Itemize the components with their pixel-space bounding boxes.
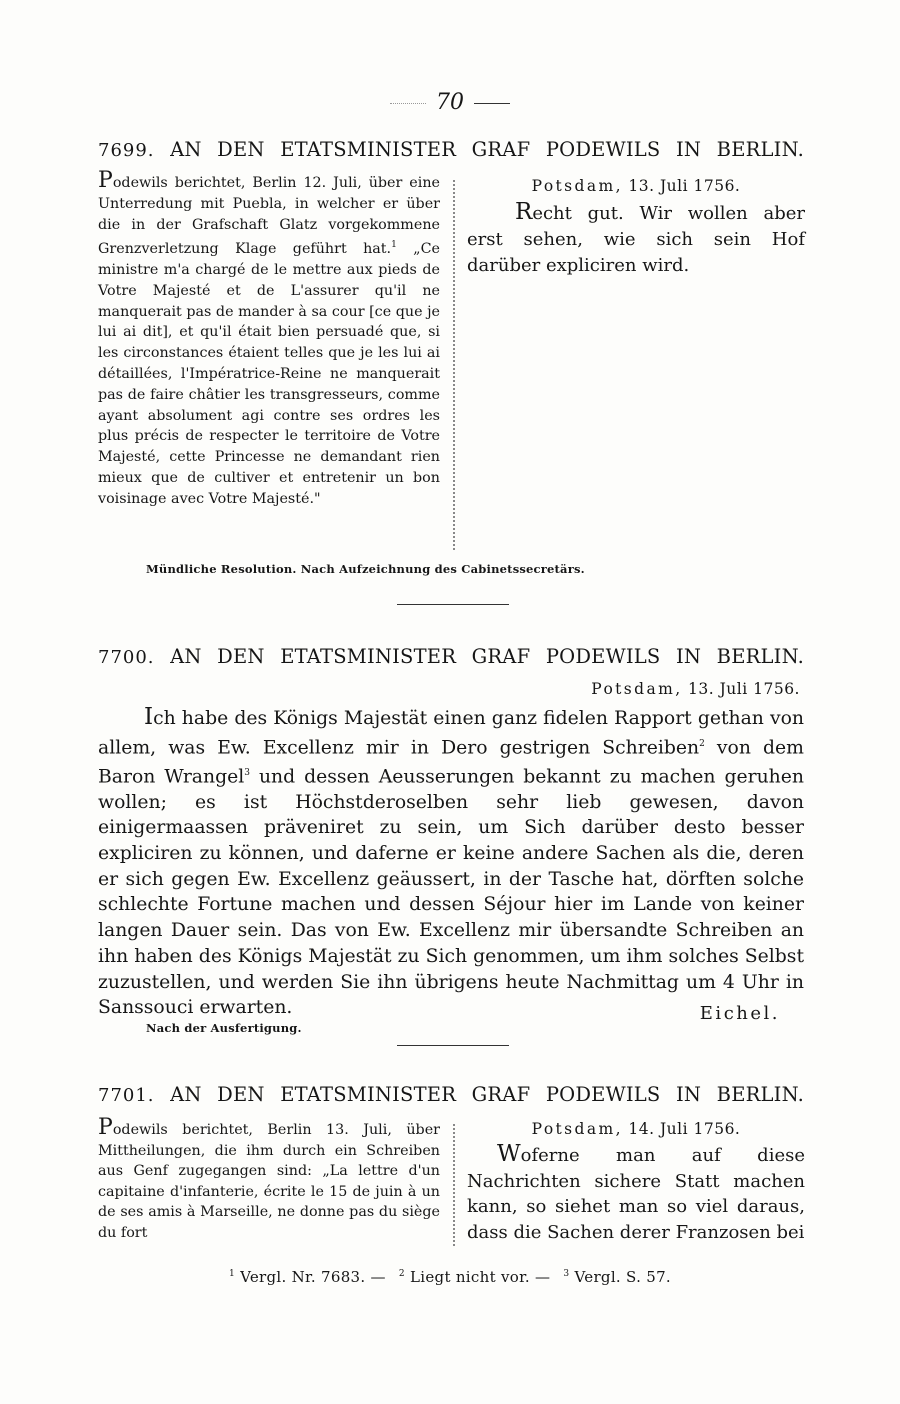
dropcap: I [144,704,154,730]
summary-column-7701 [98,1115,440,1243]
footnote-text: Vergl. S. 57. [574,1268,671,1286]
column-divider [453,1124,455,1246]
dateline [540,680,800,698]
section-rule [397,1045,509,1046]
summary-column-7699 [98,168,440,510]
resolution-body: oferne man auf diese Nachrichten sichere Statt machen kann, so siehet man so viel daraus, dass die Sachen derer Franzosen bei [467,1145,805,1243]
page-number-row [0,90,900,115]
page-number-dash-left [390,103,426,104]
letter-text: und dessen Aeusserungen bekannt zu machen geruhen wollen; es ist Höchstderoselben sehr lieb gewesen, davon einigermaassen präveniret zu sein, um Sich darüber desto besser expliciren zu können, und daferne er keine andere Sachen als die, deren er sich gegen Ew. Excellenz geäussert, in der Tasche hat, dörften solche schlechte Fortune machen und dessen Séjour hier im Lande von keiner langen Dauer sein. Das von Ew. Excellenz mir übersandte Schreiben an ihn haben des Königs Majestät zu Sich genommen, um ihm solches Selbst zuzustellen, und werden Sie ihn übrigens heute Nachmittag um 4 Uhr in Sanssouci erwarten. [98,765,804,1019]
footnote-ref: 1 [391,240,397,251]
dateline-date: 14. Juli 1756. [628,1120,741,1138]
resolution-column-7701 [467,1118,805,1245]
dateline-date: 13. Juli 1756. [688,680,800,698]
dropcap: R [515,199,533,225]
section-title: AN DEN ETATSMINISTER GRAF PODEWILS IN BERLIN. [170,645,804,668]
resolution-body: echt gut. Wir wollen aber erst sehen, wie sich sein Hof darüber expliciren wird. [467,203,805,276]
page-number-dash-right [474,103,510,104]
signature: Eichel. [699,1003,780,1024]
summary-quote: „Ce ministre m'a chargé de le mettre aux pieds de Votre Majesté et de L'assurer qu'il ne manquerait pas de mander à sa cour [ce que je lui ai dit], et qu'il était bien persuadé que, si les circonstances étaient telles que je les lui ai détaillées, l'Impératrice-Reine ne manquerait pas de faire châtier les transgresseurs, comme ayant absolument agi contre ses ordres les plus précis de respecter le territoire de Votre Majesté, cette Princesse ne demandant rien mieux que de cultiver et entretenir un bon voisinage avec Votre Majesté." [98,241,440,507]
section-title: AN DEN ETATSMINISTER GRAF PODEWILS IN BERLIN. [170,1083,804,1106]
section-number: 7701. [98,1085,155,1106]
dateline-place: Potsdam, [531,177,623,195]
footnote-number: 2 [398,1269,405,1279]
section-heading-7700 [98,645,804,668]
column-divider [453,180,455,550]
page-number: 70 [436,90,464,115]
dateline [467,1118,805,1140]
dropcap: P [98,1115,113,1140]
dateline [467,175,805,197]
footnote-text: Liegt nicht vor. — [410,1268,551,1286]
footnote [399,1268,550,1286]
letter-body-7700 [98,705,804,1021]
section-title: AN DEN ETATSMINISTER GRAF PODEWILS IN BERLIN. [170,138,804,161]
source-note: Nach der Ausfertigung. [146,1021,302,1035]
footnote [229,1268,386,1286]
source-note: Mündliche Resolution. Nach Aufzeichnung des Cabinetssecretärs. [146,562,585,576]
dropcap: W [497,1141,521,1167]
section-rule [397,604,509,605]
letter-text: ch habe des Königs Majestät einen ganz fidelen Rapport gethan von allem, was Ew. Excellenz mir in Dero gestrigen Schreiben [98,708,804,758]
footnote [563,1268,671,1286]
dropcap: P [98,168,113,193]
dateline-place: Potsdam, [591,680,683,698]
footnote-number: 1 [228,1269,236,1279]
footnote-ref: 3 [244,767,250,778]
footnote-text: Vergl. Nr. 7683. — [240,1268,386,1286]
summary-text: odewils berichtet, Berlin 13. Juli, über Mittheilungen, die ihm durch ein Schreiben aus Genf zugegangen sind: „La lettre d'un capitaine d'infanterie, écrite le 15 de juin à un de ses amis à Marseille, ne donne pas du siège du fort [98,1122,440,1241]
section-number: 7699. [98,140,155,161]
footnote-number: 3 [563,1269,570,1279]
footnote-ref: 2 [699,738,705,749]
resolution-text [467,1142,805,1245]
dateline-date: 13. Juli 1756. [628,177,741,195]
letter-text: von dem Baron Wrangel [98,736,804,787]
section-heading-7699 [98,138,804,161]
resolution-column-7699 [467,175,805,279]
section-heading-7701 [98,1083,804,1106]
section-number: 7700. [98,647,155,668]
dateline-place: Potsdam, [531,1120,623,1138]
footnotes [0,1268,900,1286]
resolution-text [467,199,805,279]
summary-text: odewils berichtet, Berlin 12. Juli, über eine Unterredung mit Puebla, in welcher er über die in der Grafschaft Glatz vorgekommene Grenzverletzung Klage geführt hat. [98,175,440,258]
